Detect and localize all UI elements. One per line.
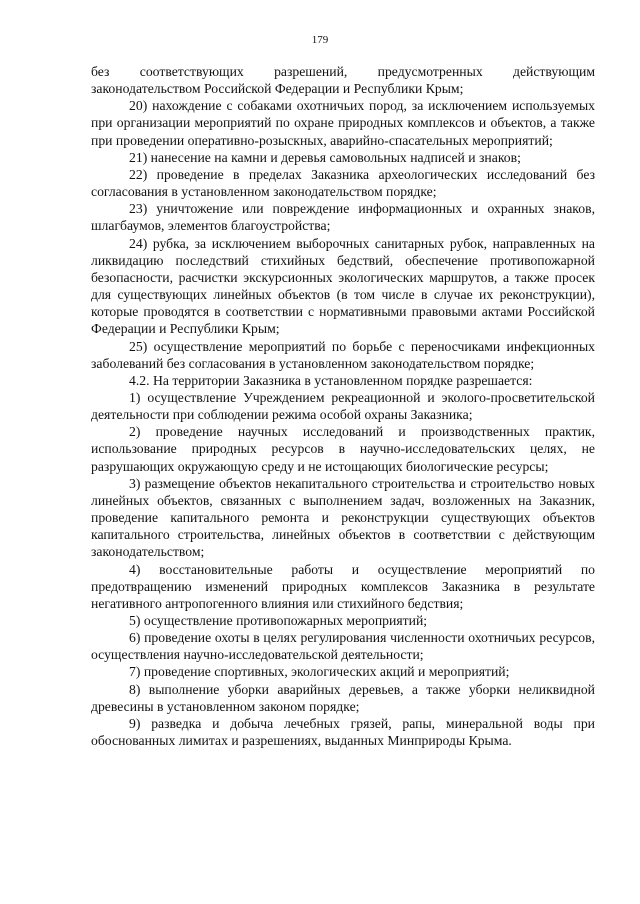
paragraph-permitted-1: 1) осуществление Учреждением рекреационной и эколого-просветительской деятельности при соблюдении режима особой охраны Заказника; bbox=[91, 389, 595, 423]
paragraph-item-23: 23) уничтожение или повреждение информационных и охранных знаков, шлагбаумов, элементов благоустройства; bbox=[91, 201, 595, 234]
paragraph-continuation: без соответствующих разрешений, предусмотренных действующим законодательством Российской Федерации и Республики Крым; bbox=[91, 64, 595, 97]
paragraph-permitted-3: 3) размещение объектов некапитального строительства и строительство новых линейных объектов, связанных с выполнением задач, возложенных на Заказник, проведение капитального ремонта и реконструкции существующих объектов капитального строительства, линейных объектов в соответствии с действующим законодательством; bbox=[91, 475, 595, 560]
paragraph-permitted-9: 9) разведка и добыча лечебных грязей, рапы, минеральной воды при обоснованных лимитах и разрешениях, выданных Минприроды Крыма. bbox=[91, 715, 595, 749]
paragraph-permitted-4: 4) восстановительные работы и осуществление мероприятий по предотвращению изменений природных комплексов Заказника в результате негативного антропогенного влияния или стихийного бедствия; bbox=[91, 561, 595, 611]
paragraph-item-24: 24) рубка, за исключением выборочных санитарных рубок, направленных на ликвидацию последствий стихийных бедствий, обеспечение противопожарной безопасности, расчистки экскурсионных экологических маршрутов, а также просек для существующих линейных объектов (в том числе в случае их реконструкции), которые проводятся в соответствии с нормативными правовыми актами Российской Федерации и Республики Крым; bbox=[91, 235, 595, 337]
paragraph-permitted-5: 5) осуществление противопожарных мероприятий; bbox=[129, 613, 428, 628]
paragraph-permitted-7: 7) проведение спортивных, экологических акций и мероприятий; bbox=[129, 664, 510, 680]
paragraph-item-22: 22) проведение в пределах Заказника археологических исследований без согласования в установленном законодательством порядке; bbox=[91, 166, 595, 200]
paragraph-item-21: 21) нанесение на камни и деревья самовольных надписей и знаков; bbox=[129, 149, 521, 165]
document-body bbox=[91, 63, 595, 749]
page-number: 179 bbox=[311, 34, 329, 46]
paragraph-item-25: 25) осуществление мероприятий по борьбе с переносчиками инфекционных заболеваний без согласования в установленном законодательством порядке; bbox=[91, 338, 595, 371]
paragraph-permitted-8: 8) выполнение уборки аварийных деревьев, а также уборки неликвидной древесины в установленном законом порядке; bbox=[91, 681, 595, 714]
section-heading-4-2: 4.2. На территории Заказника в установленном порядке разрешается: bbox=[129, 372, 533, 388]
paragraph-item-20: 20) нахождение с собаками охотничьих пород, за исключением используемых при организации мероприятий по охране природных комплексов и объектов, а также при проведении оперативно-розыскных, аварийно-спасательных мероприятий; bbox=[91, 98, 595, 148]
paragraph-permitted-6: 6) проведение охоты в целях регулирования численности охотничьих ресурсов, осуществления научно-исследовательской деятельности; bbox=[91, 630, 595, 663]
paragraph-permitted-2: 2) проведение научных исследований и производственных практик, использование природных ресурсов в научно-исследовательских целях, не разрушающих окружающую среду и не истощающих биологические ресурсы; bbox=[91, 424, 595, 474]
